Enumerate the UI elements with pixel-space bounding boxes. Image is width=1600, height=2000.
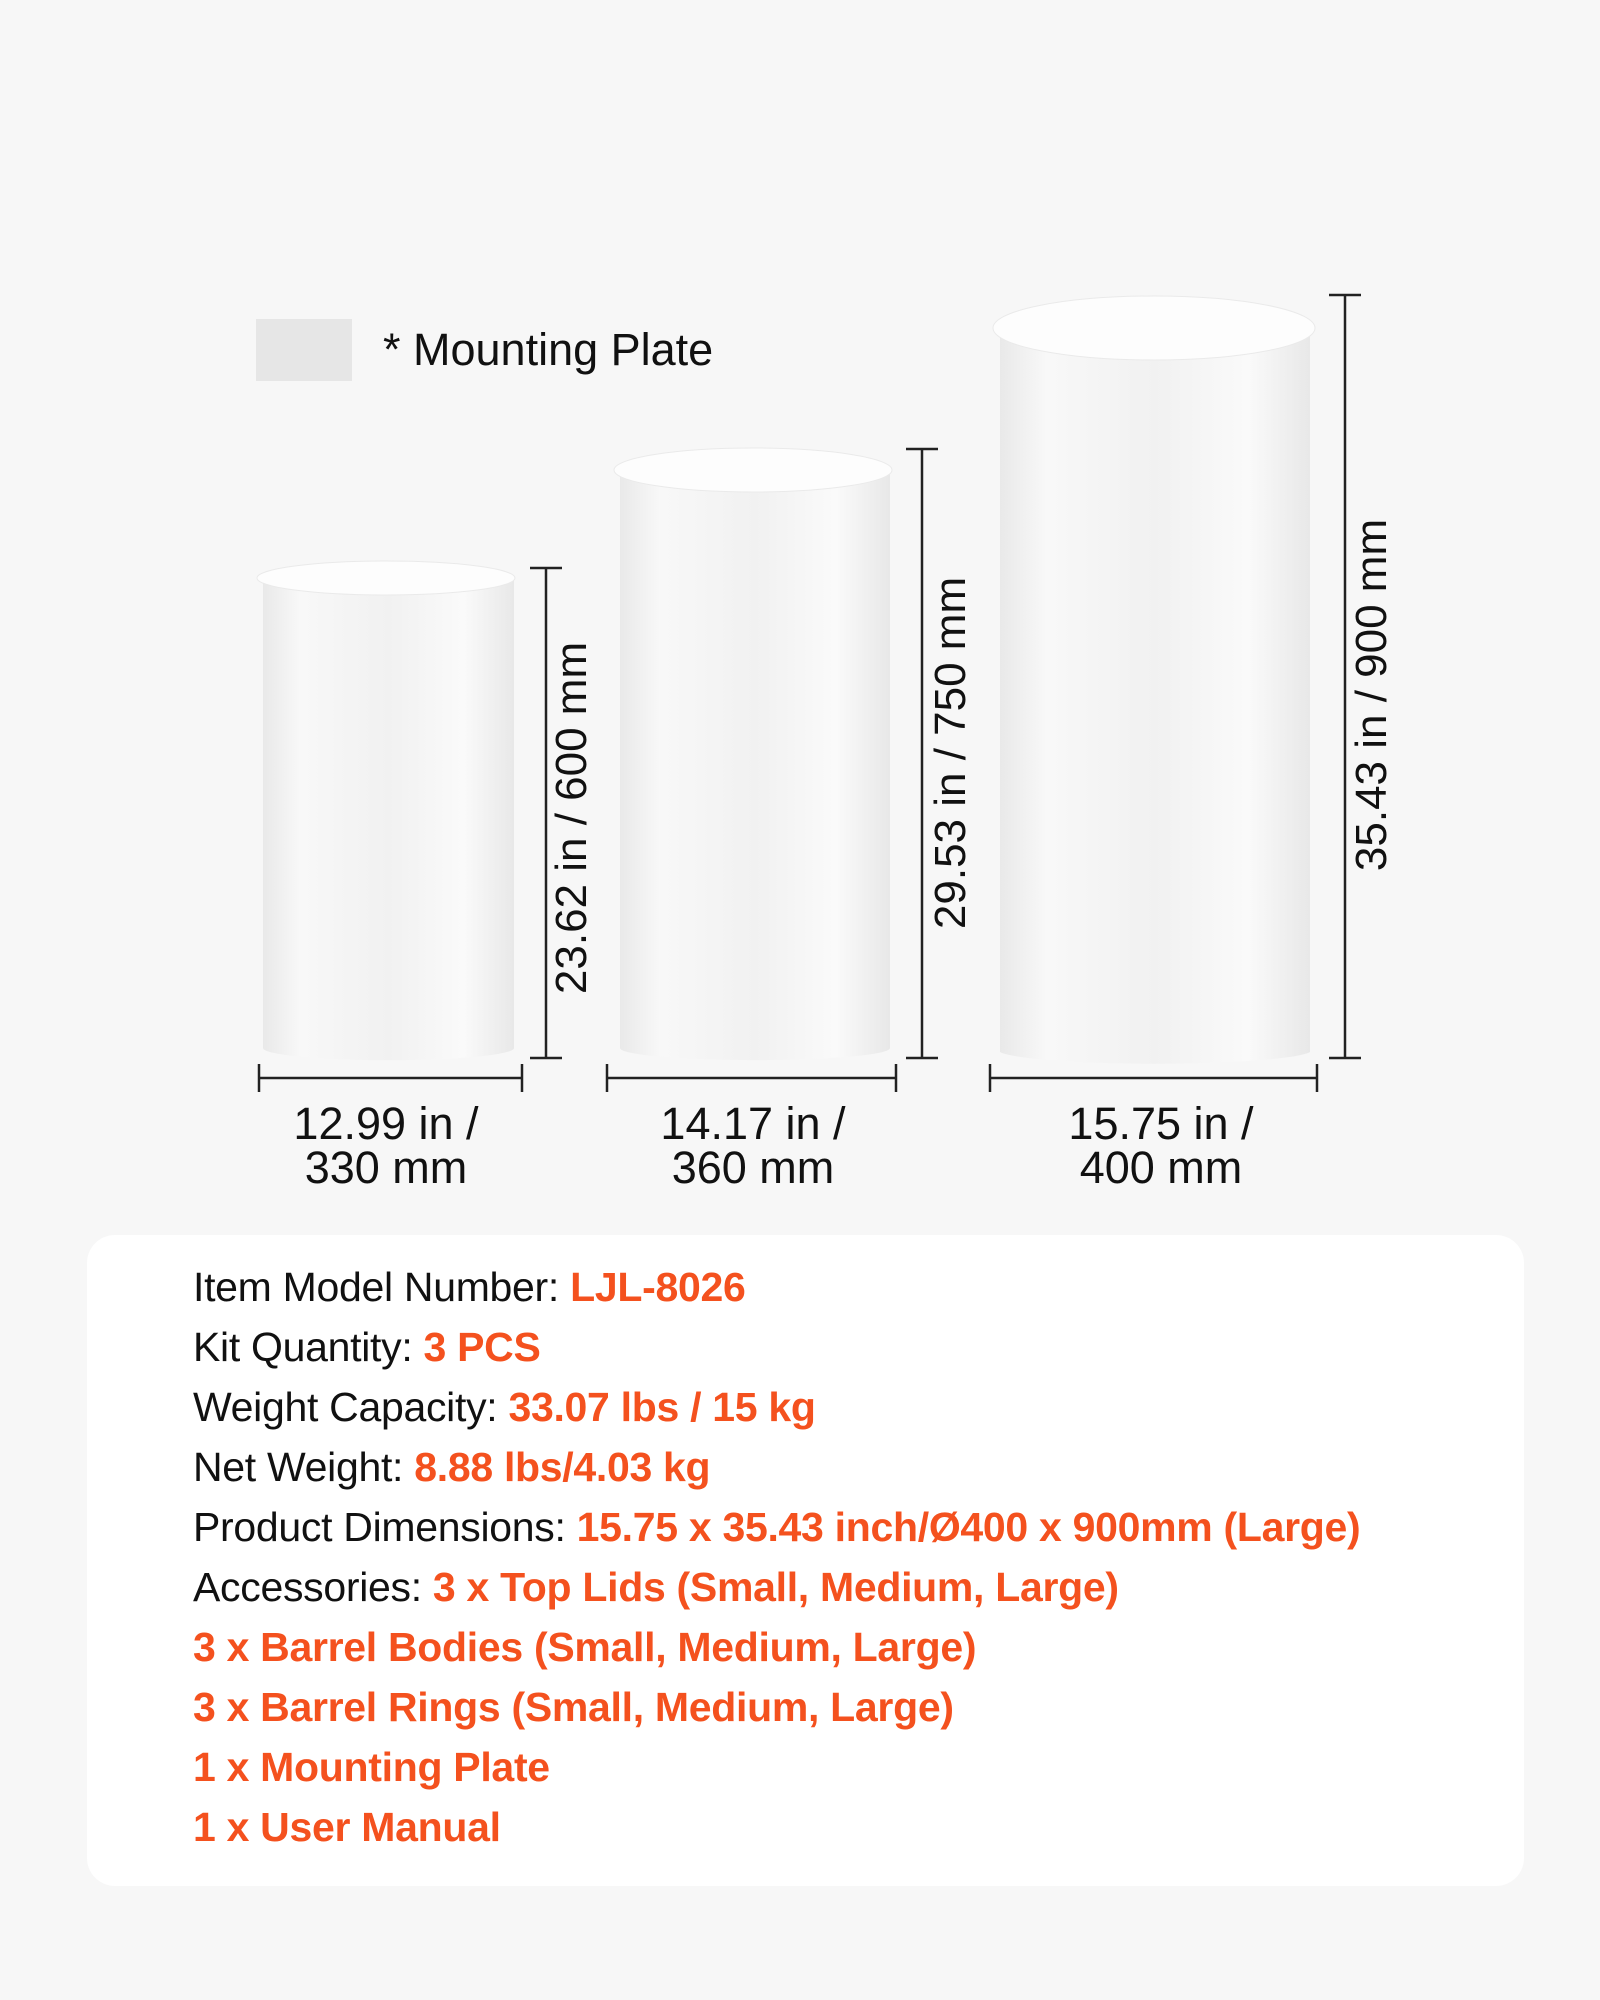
spec-value: 8.88 lbs/4.03 kg <box>414 1444 711 1490</box>
spec-value: LJL-8026 <box>570 1264 746 1310</box>
width-label-large <box>1068 1098 1254 1193</box>
spec-row <box>193 1442 710 1492</box>
width-label-line2: 330 mm <box>304 1142 468 1193</box>
spec-value: 3 x Top Lids (Small, Medium, Large) <box>432 1564 1119 1610</box>
spec-row <box>193 1502 1360 1552</box>
cylinder-medium <box>614 448 892 1060</box>
spec-row <box>193 1382 816 1432</box>
spec-row <box>193 1802 501 1852</box>
spec-value: 3 PCS <box>423 1324 541 1370</box>
spec-value: 1 x Mounting Plate <box>193 1744 550 1790</box>
width-dimension-line-small <box>259 1064 522 1092</box>
spec-value: 1 x User Manual <box>193 1804 501 1850</box>
spec-row <box>193 1742 550 1792</box>
spec-key: Accessories: <box>193 1564 433 1610</box>
height-label-large: 35.43 in / 900 mm <box>1347 518 1396 872</box>
width-dimension-line-large <box>990 1064 1317 1092</box>
cylinder-small <box>257 561 515 1060</box>
spec-value: 3 x Barrel Rings (Small, Medium, Large) <box>193 1684 954 1730</box>
spec-row <box>193 1682 954 1732</box>
spec-key: Product Dimensions: <box>193 1504 577 1550</box>
width-label-line2: 400 mm <box>1079 1142 1243 1193</box>
width-label-line1: 15.75 in / <box>1068 1098 1254 1149</box>
mounting-plate-legend: * Mounting Plate <box>383 324 714 375</box>
spec-value: 15.75 x 35.43 inch/Ø400 x 900mm (Large) <box>576 1504 1361 1550</box>
spec-value: 33.07 lbs / 15 kg <box>508 1384 816 1430</box>
width-label-medium <box>660 1098 846 1193</box>
spec-row <box>193 1262 745 1312</box>
height-label-medium: 29.53 in / 750 mm <box>926 576 975 930</box>
spec-value: 3 x Barrel Bodies (Small, Medium, Large) <box>193 1624 977 1670</box>
width-label-small <box>293 1098 479 1193</box>
height-label-small: 23.62 in / 600 mm <box>547 641 596 995</box>
spec-key: Net Weight: <box>193 1444 415 1490</box>
width-label-line1: 12.99 in / <box>293 1098 479 1149</box>
cylinder-large <box>993 296 1315 1064</box>
spec-row <box>193 1322 541 1372</box>
spec-key: Item Model Number: <box>193 1264 571 1310</box>
width-dimension-line-medium <box>607 1064 896 1092</box>
spec-key: Kit Quantity: <box>193 1324 424 1370</box>
spec-key: Weight Capacity: <box>193 1384 509 1430</box>
width-label-line2: 360 mm <box>671 1142 835 1193</box>
spec-row <box>193 1562 1119 1612</box>
spec-row <box>193 1622 976 1672</box>
width-label-line1: 14.17 in / <box>660 1098 846 1149</box>
